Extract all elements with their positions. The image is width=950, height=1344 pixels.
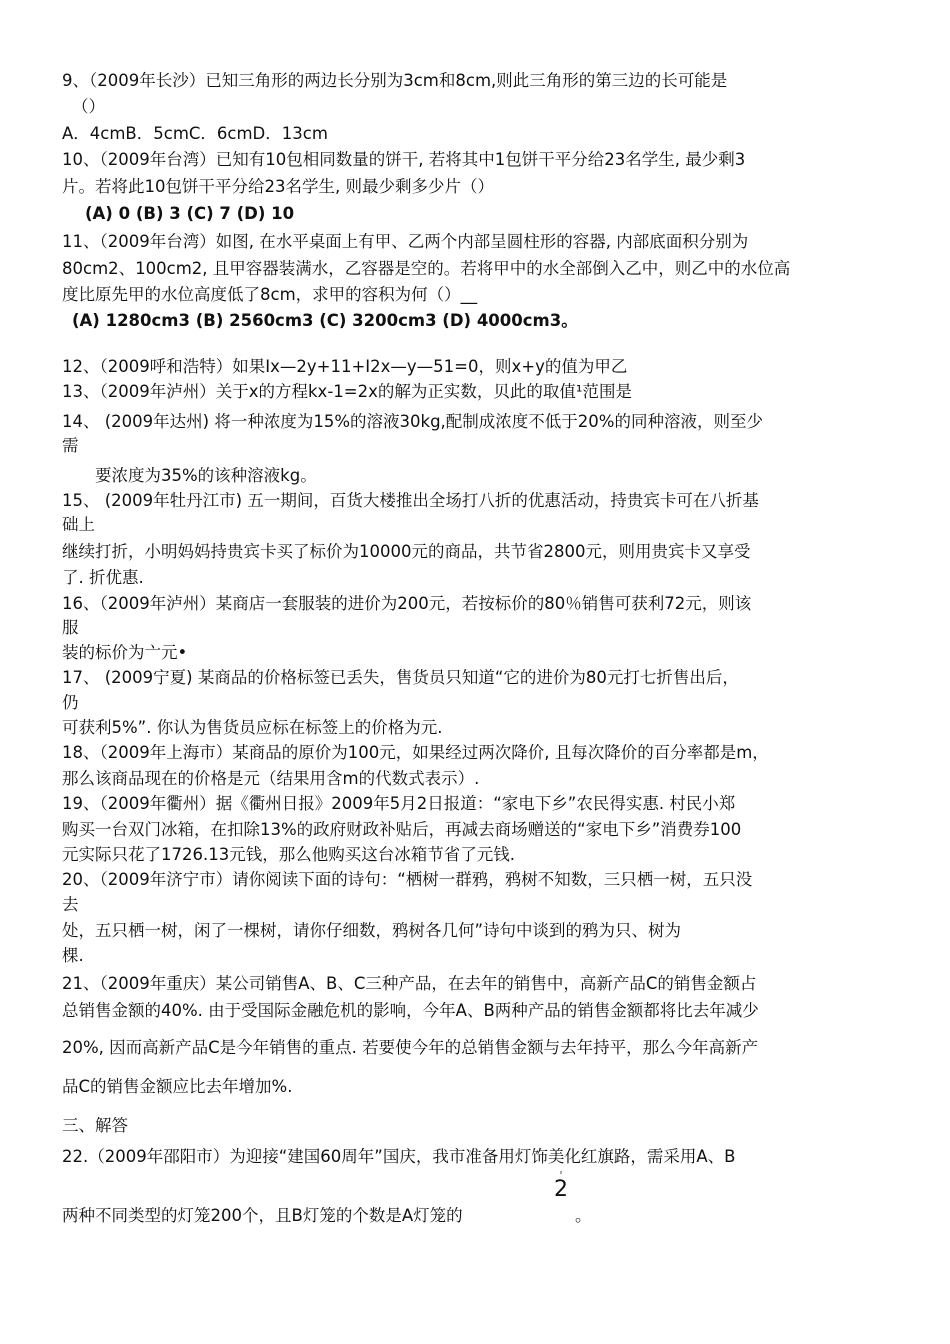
q12-line: 12、（2009呼和浩特）如果Ix—2y+11+I2x—y—51=0，则x+y的值为甲乙 [62,357,628,376]
q22-line2: 两种不同类型的灯笼200个，且B灯笼的个数是A灯笼的 [62,1206,463,1225]
q10-line1: 10、（2009年台湾）已知有10包相同数量的饼干, 若将其中1包饼干平分给23名学生, 最少剩3 [62,150,746,169]
q10-options: (A) 0 (B) 3 (C) 7 (D) 10 [85,204,295,223]
q17-line2: 仍 [62,693,79,712]
fraction-denominator: 2 [554,1177,568,1202]
q9-line2: （） [72,97,105,116]
q11-line1: 11、（2009年台湾）如图, 在水平桌面上有甲、乙两个内部呈圆柱形的容器, 内部底面积分别为 [62,232,749,251]
q17-line3: 可获利5%”. 你认为售货员应标在标签上的价格为元. [62,718,443,737]
q20-line3: 处，五只栖一树，闲了一棵树，请你仔细数，鸦树各几何”诗句中谈到的鸦为只、树为 [62,921,682,940]
section-heading: 三、解答 [62,1116,128,1135]
q15-line4: 了. 折优惠. [62,568,144,587]
q9-line1: 9、（2009年长沙）已知三角形的两边长分别为3cm和8cm,则此三角形的第三边的长可能是 [62,71,728,90]
q19-line2: 购买一台双门冰箱，在扣除13%的政府财政补贴后，再减去商场赠送的“家电下乡”消费券100 [62,820,742,839]
q19-line1: 19、（2009年衢州）据《衢州日报》2009年5月2日报道：“家电下乡”农民得实惠. 村民小郑 [62,794,736,813]
fraction [548,1170,574,1202]
q10-line2: 片。若将此10包饼干平分给23名学生, 则最少剩多少片（） [62,177,494,196]
q16-line3: 装的标价为亠元• [62,643,188,662]
q9-options: A．4cmB．5cmC．6cmD．13cm [62,124,328,143]
q20-line4: 棵. [62,946,84,965]
q15-line3: 继续打折，小明妈妈持贵宾卡买了标价为10000元的商品，共节省2800元，则用贵宾卡又享受 [62,542,751,561]
q21-line4: 品C的销售金额应比去年增加%. [62,1077,293,1096]
q16-line1: 16、（2009年泸州）某商店一套服装的进价为200元，若按标价的80％销售可获利72元，则该 [62,594,752,613]
q20-line2: 去 [62,895,79,914]
q16-line2: 服 [62,618,79,637]
q21-line1: 21、（2009年重庆）某公司销售A、B、C三种产品，在去年的销售中，高新产品C的销售金额占 [62,974,757,993]
q13-line: 13、（2009年泸州）关于x的方程kx-1=2x的解为正实数，贝此的取值¹范围是 [62,382,632,401]
q20-line1: 20、（2009年济宁市）请你阅读下面的诗句：“栖树一群鸦，鸦树不知数，三只栖一树，五只没 [62,870,753,889]
q14-line2: 需 [62,436,79,455]
q22-period: 。 [575,1206,592,1225]
q18-line2: 那么该商品现在的价格是元（结果用含m的代数式表示）. [62,769,480,788]
q18-line1: 18、（2009年上海市）某商品的原价为100元，如果经过两次降价, 且每次降价的百分率都是m， [62,743,769,762]
q14-line3: 要浓度为35%的该种溶液kg。 [95,466,317,485]
q19-line3: 元实际只花了1726.13元钱，那么他购买这台冰箱节省了元钱. [62,845,515,864]
fraction-numerator: ² [559,1170,563,1178]
q21-line2: 总销售金额的40%. 由于受国际金融危机的影响，今年A、B两种产品的销售金额都将比去年减少 [62,1001,759,1020]
q14-line1: 14、 (2009年达州) 将一种浓度为15%的溶液30kg,配制成浓度不低于20%的同种溶液，则至少 [62,412,763,431]
q11-line2: 80cm2、100cm2, 且甲容器装满水，乙容器是空的。若将甲中的水全部倒入乙中，则乙中的水位高 [62,259,791,278]
q21-line3: 20%, 因而高新产品C是今年销售的重点. 若要使今年的总销售金额与去年持平，那么今年高新产 [62,1038,759,1057]
q11-line3: 度比原先甲的水位高度低了8cm，求甲的容积为何（）__ [62,285,478,304]
q15-line2: 础上 [62,515,95,534]
q11-options: (A) 1280cm3 (B) 2560cm3 (C) 3200cm3 (D) 4000cm3。 [72,311,578,330]
q17-line1: 17、 (2009宁夏) 某商品的价格标签已丢失，售货员只知道“它的进价为80元打七折售出后， [62,668,739,687]
q22-line1: 22.（2009年邵阳市）为迎接“建国60周年”国庆，我市准备用灯饰美化红旗路，需采用A、B [62,1147,736,1166]
q15-line1: 15、 (2009年牡丹江市) 五一期间，百货大楼推出全场打八折的优惠活动，持贵宾卡可在八折基 [62,491,759,510]
